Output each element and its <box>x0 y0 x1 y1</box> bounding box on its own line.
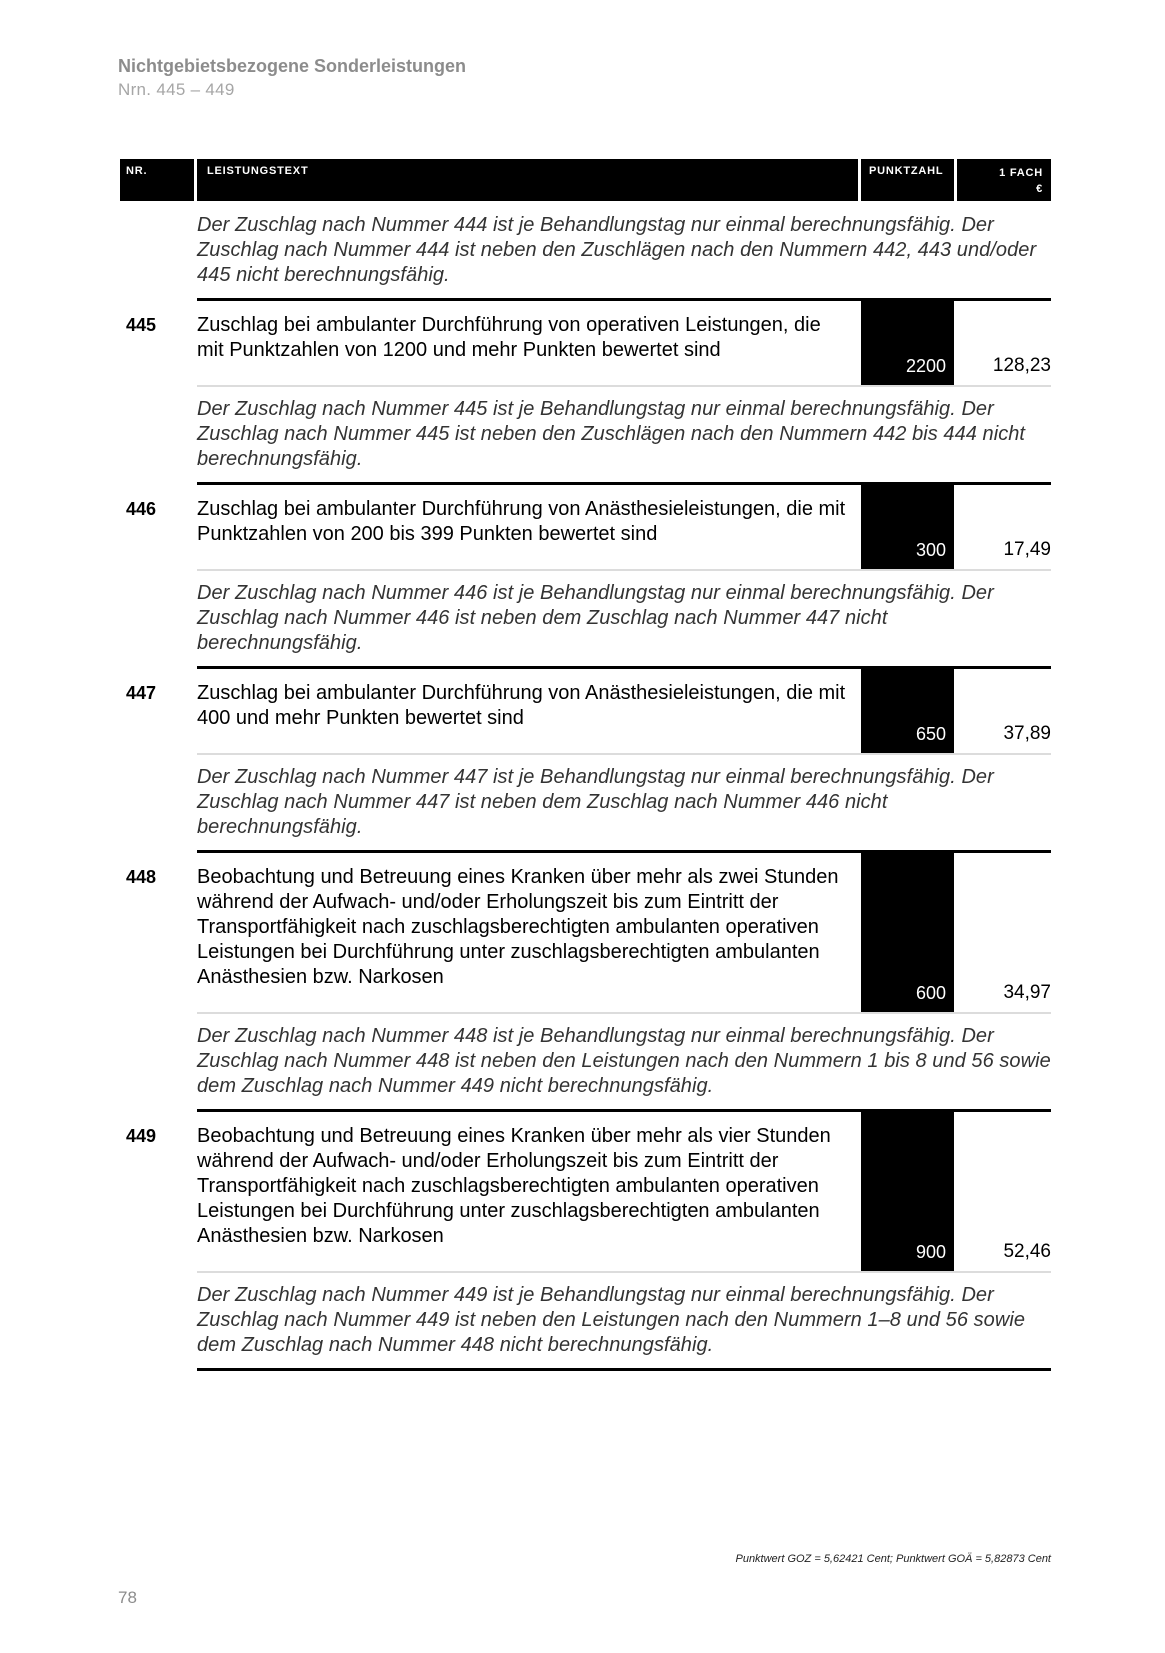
entry-number: 449 <box>126 1126 157 1146</box>
entry-note: Der Zuschlag nach Nummer 446 ist je Behandlungstag nur einmal berechnungsfähig. Der Zuschlag nach Nummer 446 ist neben dem Zuschlag nach Nummer 447 nicht berechnungsfähig. <box>197 571 1051 669</box>
table-row <box>120 301 1051 387</box>
table-row <box>120 485 1051 571</box>
entry-text: Zuschlag bei ambulanter Durchführung von Anästhesieleistungen, die mit 400 und mehr Punkten bewertet sind <box>197 682 846 729</box>
entry-text: Beobachtung und Betreuung eines Kranken über mehr als zwei Stunden während der Aufwach- und/oder Erholungszeit bis zum Eintritt der Transportfähigkeit nach zuschlagsberechtigten ambulanten operativen Leistungen bei Durchführung unter zuschlagsberechtigten ambulanten Anästhesien bzw. Narkosen <box>197 866 839 988</box>
column-header-1fach <box>957 159 1051 201</box>
entry-note: Der Zuschlag nach Nummer 448 ist je Behandlungstag nur einmal berechnungsfähig. Der Zuschlag nach Nummer 448 ist neben den Leistungen nach den Nummern 1 bis 8 und 56 sowie dem Zuschlag nach Nummer 449 nicht berechnungsfähig. <box>197 1014 1051 1112</box>
entry-text: Beobachtung und Betreuung eines Kranken über mehr als vier Stunden während der Aufwach- und/oder Erholungszeit bis zum Eintritt der Transportfähigkeit nach zuschlagsberechtigten ambulanten operativen Leistungen bei Durchführung unter zuschlagsberechtigten ambulanten Anästhesien bzw. Narkosen <box>197 1125 831 1247</box>
euro-value: 128,23 <box>992 355 1051 376</box>
punktzahl-cell <box>861 301 954 385</box>
intro-note: Der Zuschlag nach Nummer 444 ist je Behandlungstag nur einmal berechnungsfähig. Der Zuschlag nach Nummer 444 ist neben den Zuschlägen nach den Nummern 442, 443 und/oder 445 nicht berechnungsfähig. <box>197 201 1051 301</box>
entry-note: Der Zuschlag nach Nummer 445 ist je Behandlungstag nur einmal berechnungsfähig. Der Zuschlag nach Nummer 445 ist neben den Zuschlägen nach den Nummern 442 bis 444 nicht berechnungsfähig. <box>197 387 1051 485</box>
section-title: Nichtgebietsbezogene Sonderleistungen <box>118 56 467 76</box>
page-number: 78 <box>118 1588 137 1607</box>
table-row <box>120 669 1051 755</box>
page-header <box>118 54 466 102</box>
entry-number: 447 <box>126 683 157 703</box>
entry-body <box>197 853 1051 1014</box>
punktzahl-value: 900 <box>915 1242 946 1262</box>
punktzahl-cell <box>861 669 954 753</box>
section-range: Nrn. 445 – 449 <box>118 80 235 99</box>
column-header-1fach-label: 1 FACH <box>999 167 1043 179</box>
entry-body <box>197 485 1051 571</box>
entry-text: Zuschlag bei ambulanter Durchführung von operativen Leistungen, die mit Punktzahlen von 1200 und mehr Punkten bewertet sind <box>197 314 821 361</box>
column-header-punktzahl: PUNKTZAHL <box>861 159 954 201</box>
punktzahl-value: 300 <box>915 540 946 560</box>
punktzahl-value: 2200 <box>905 356 946 376</box>
entry-number: 446 <box>126 499 157 519</box>
entry-note: Der Zuschlag nach Nummer 449 ist je Behandlungstag nur einmal berechnungsfähig. Der Zuschlag nach Nummer 449 ist neben den Leistungen nach den Nummern 1–8 und 56 sowie dem Zuschlag nach Nummer 448 nicht berechnungsfähig. <box>197 1273 1051 1371</box>
column-header-euro-symbol: € <box>1036 183 1043 195</box>
table-header <box>120 159 1051 201</box>
euro-value: 34,97 <box>1003 982 1051 1003</box>
entry-text: Zuschlag bei ambulanter Durchführung von Anästhesieleistungen, die mit Punktzahlen von 200 bis 399 Punkten bewertet sind <box>197 498 846 545</box>
entry-number: 448 <box>126 867 157 887</box>
entry-note: Der Zuschlag nach Nummer 447 ist je Behandlungstag nur einmal berechnungsfähig. Der Zuschlag nach Nummer 447 ist neben dem Zuschlag nach Nummer 446 nicht berechnungsfähig. <box>197 755 1051 853</box>
fee-table <box>120 159 1051 1371</box>
column-header-nr: NR. <box>120 159 194 201</box>
punktzahl-cell <box>861 485 954 569</box>
euro-value: 52,46 <box>1003 1241 1051 1262</box>
table-row <box>120 1112 1051 1273</box>
entry-body <box>197 1112 1051 1273</box>
entry-body <box>197 301 1051 387</box>
punktzahl-value: 650 <box>915 724 946 744</box>
table-row <box>120 853 1051 1014</box>
punktzahl-cell <box>861 1112 954 1271</box>
column-header-leistungstext: LEISTUNGSTEXT <box>197 159 858 201</box>
euro-value: 37,89 <box>1003 723 1051 744</box>
punktzahl-cell <box>861 853 954 1012</box>
punktwert-footnote: Punktwert GOZ = 5,62421 Cent; Punktwert GOÄ = 5,82873 Cent <box>735 1553 1051 1565</box>
punktzahl-value: 600 <box>915 983 946 1003</box>
entry-number: 445 <box>126 315 157 335</box>
euro-value: 17,49 <box>1003 539 1051 560</box>
entry-body <box>197 669 1051 755</box>
